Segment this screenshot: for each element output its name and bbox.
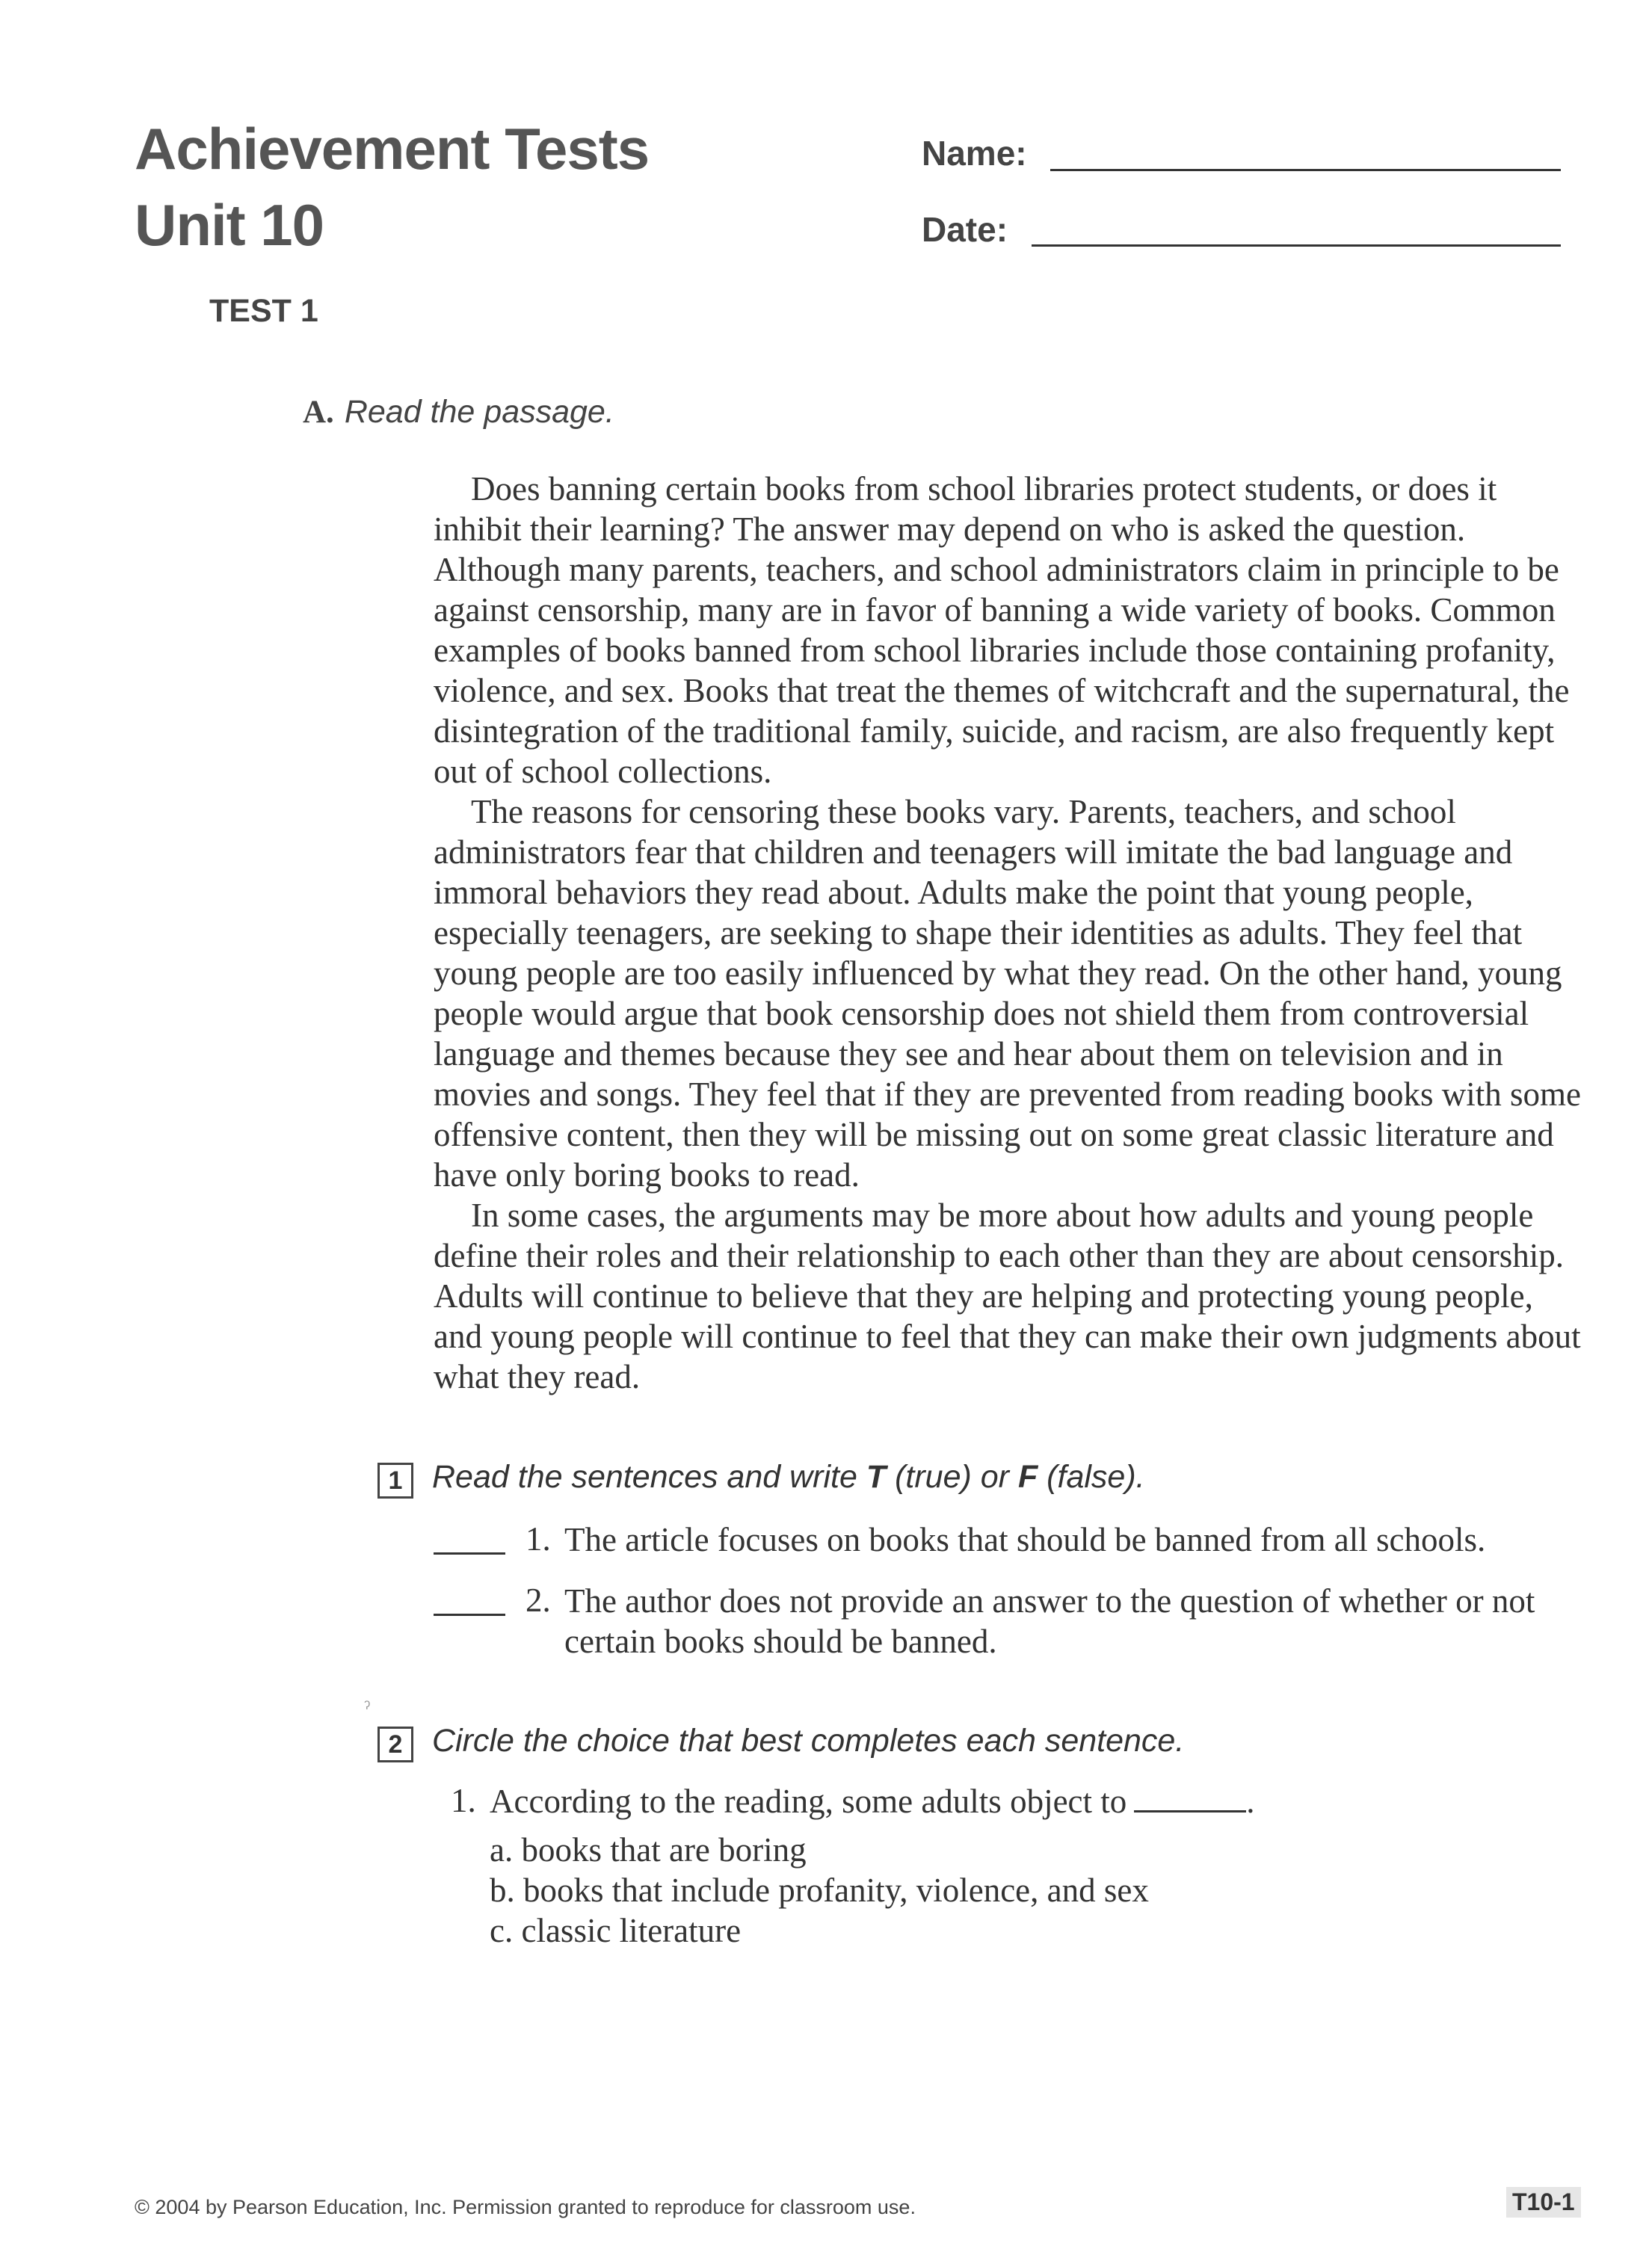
copyright-notice: © 2004 by Pearson Education, Inc. Permission granted to reproduce for classroom use. [135, 2196, 916, 2218]
title-line-2: Unit 10 [135, 192, 324, 258]
section-instruction-text: Read the passage. [344, 394, 614, 430]
choice-c-letter: c. [490, 1912, 514, 1949]
scan-mark: ˀ [364, 1698, 371, 1718]
question-2-instruction: Circle the choice that best completes each sentence. [432, 1723, 1185, 1759]
q1-instr-post: (false). [1038, 1459, 1145, 1495]
q1-item-1-number: 1. [526, 1520, 551, 1558]
q1-instr-pre: Read the sentences and write [432, 1459, 866, 1495]
q1-true-letter: T [866, 1459, 887, 1495]
section-a-instruction [303, 394, 614, 431]
q2-item-1-number: 1. [451, 1782, 476, 1819]
answer-blank-1[interactable] [434, 1552, 505, 1555]
passage-paragraph-3: In some cases, the arguments may be more about how adults and young people define their roles and their relationship to each other than they are about censorship. Adults will continue to believe that they are helping and protecting young people, and young people will continue to feel that they can make their own judgments about what they read. [434, 1197, 1581, 1395]
choice-a-letter: a. [490, 1831, 514, 1869]
choice-c-text: classic literature [521, 1912, 742, 1949]
q2-item-1-text [490, 1781, 1536, 1821]
choice-a-text: books that are boring [521, 1831, 807, 1869]
test-label: TEST 1 [209, 293, 318, 329]
q2-item-1-blank [1134, 1782, 1246, 1812]
choice-a[interactable] [490, 1830, 807, 1869]
reading-passage [434, 469, 1588, 1397]
answer-blank-2[interactable] [434, 1614, 505, 1616]
q2-item-1-sentence: According to the reading, some adults object to [490, 1783, 1127, 1820]
question-1-instruction [432, 1459, 1145, 1496]
date-field[interactable] [1032, 244, 1561, 247]
choice-b-text: books that include profanity, violence, and sex [523, 1872, 1149, 1909]
title-line-1: Achievement Tests [135, 116, 650, 182]
date-label: Date: [922, 210, 1008, 249]
q1-item-1-text: The article focuses on books that should be banned from all schools. [564, 1521, 1486, 1558]
page-number: T10-1 [1506, 2187, 1581, 2218]
passage-paragraph-2: The reasons for censoring these books vary. Parents, teachers, and school administrators fear that children and teenagers will imitate the bad language and immoral behaviors they read about. Adults make the point that young people, especially teenagers, are seeking to shape their identities as adults. They feel that young people are too easily influenced by what they read. On the other hand, young people would argue that book censorship does not shield them from controversial language and themes because they see and hear about them on television and in movies and songs. They feel that if they are prevented from reading books with some offensive content, then they will be missing out on some great classic literature and have only boring books to read. [434, 793, 1582, 1194]
q1-false-letter: F [1017, 1459, 1038, 1495]
section-letter: A. [303, 395, 334, 430]
passage-paragraph-1: Does banning certain books from school libraries protect students, or does it inhibit their learning? The answer may depend on who is asked the question. Although many parents, teachers, and school administrators claim in principle to be against censorship, many are in favor of banning a wide variety of books. Common examples of books banned from school libraries include those containing profanity, violence, and sex. Books that treat the themes of witchcraft and the supernatural, the disintegration of the traditional family, suicide, and racism, are also frequently kept out of school collections. [434, 470, 1570, 790]
name-field[interactable] [1050, 169, 1561, 171]
question-1-number-box: 1 [377, 1463, 413, 1499]
q1-instr-mid: (true) or [886, 1459, 1018, 1495]
question-2-number-box: 2 [377, 1727, 413, 1762]
choice-b[interactable] [490, 1871, 1149, 1910]
name-label: Name: [922, 134, 1027, 173]
q2-item-1-end: . [1246, 1783, 1255, 1820]
choice-c[interactable] [490, 1911, 741, 1950]
q1-item-2-text: The author does not provide an answer to the question of whether or not certain books should be banned. [564, 1582, 1535, 1660]
choice-b-letter: b. [490, 1872, 515, 1909]
q1-item-2-number: 2. [526, 1582, 551, 1619]
page-title [135, 111, 748, 263]
